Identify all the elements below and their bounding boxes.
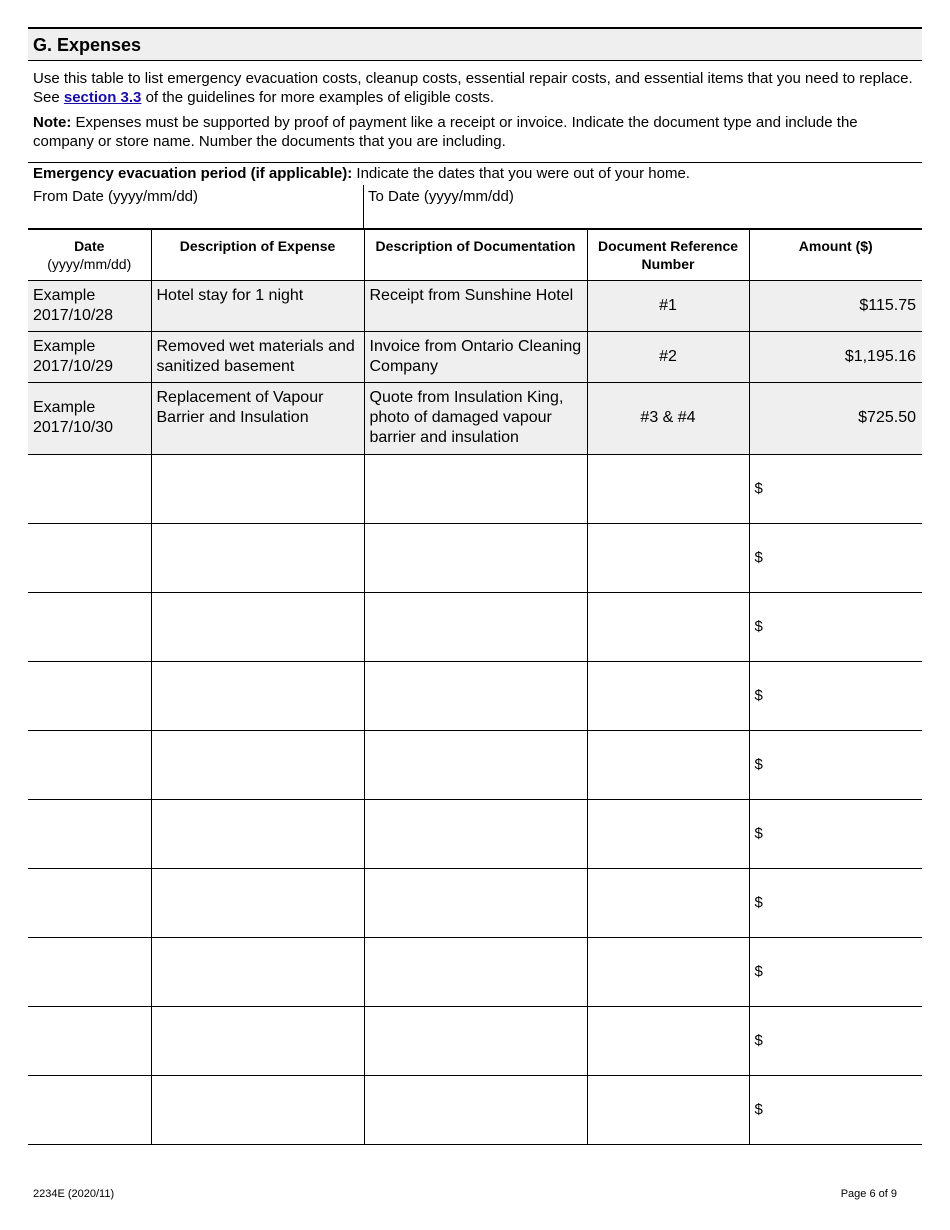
- instructions-paragraph: [33, 69, 913, 107]
- instructions: [33, 69, 913, 151]
- entry-date-input[interactable]: [28, 1076, 151, 1144]
- entry-amount-input[interactable]: [763, 869, 922, 937]
- entry-reference-cell: [587, 592, 749, 661]
- example-description-cell: Hotel stay for 1 night: [151, 280, 364, 331]
- entry-amount-wrapper: [755, 1076, 923, 1144]
- entry-reference-input[interactable]: [588, 455, 749, 523]
- date-format-hint: (yyyy/mm/dd): [47, 256, 132, 272]
- entry-documentation-input[interactable]: [365, 524, 587, 592]
- entry-date-input[interactable]: [28, 869, 151, 937]
- currency-symbol: $: [754, 549, 763, 566]
- from-date-input[interactable]: [33, 207, 357, 229]
- entry-amount-cell: [749, 523, 922, 592]
- entry-reference-cell: [587, 1006, 749, 1075]
- example-row: [28, 382, 922, 454]
- entry-date-input[interactable]: [28, 800, 151, 868]
- expense-entry-row: [28, 1006, 922, 1075]
- expense-entry-row: [28, 730, 922, 799]
- entry-date-cell: [28, 937, 151, 1006]
- entry-description-input[interactable]: [152, 731, 364, 799]
- evacuation-text: Indicate the dates that you were out of your home.: [352, 165, 690, 182]
- entry-amount-input[interactable]: [763, 524, 922, 592]
- example-reference-cell: #1: [587, 280, 749, 331]
- entry-date-input[interactable]: [28, 662, 151, 730]
- example-reference-cell: #2: [587, 331, 749, 382]
- entry-amount-cell: [749, 454, 922, 523]
- guidelines-section-link[interactable]: section 3.3: [63, 89, 142, 106]
- entry-description-input[interactable]: [152, 593, 364, 661]
- evacuation-label: Emergency evacuation period (if applicable):: [33, 165, 353, 182]
- entry-amount-wrapper: [755, 869, 923, 937]
- expense-entry-row: [28, 523, 922, 592]
- entry-documentation-input[interactable]: [365, 593, 587, 661]
- description-column-header: Description of Expense: [151, 229, 364, 280]
- table-header-row: [28, 229, 922, 280]
- expense-entry-row: [28, 799, 922, 868]
- example-row: [28, 280, 922, 331]
- entry-amount-input[interactable]: [763, 593, 922, 661]
- entry-date-input[interactable]: [28, 524, 151, 592]
- entry-amount-wrapper: [755, 662, 923, 730]
- currency-symbol: $: [754, 825, 763, 842]
- entry-documentation-input[interactable]: [365, 1076, 587, 1144]
- entry-description-cell: [151, 661, 364, 730]
- expense-entry-row: [28, 454, 922, 523]
- entry-amount-input[interactable]: [763, 662, 922, 730]
- section-title: G. Expenses: [33, 35, 142, 55]
- entry-documentation-input[interactable]: [365, 800, 587, 868]
- entry-documentation-cell: [364, 868, 587, 937]
- to-date-input[interactable]: [368, 207, 912, 229]
- expenses-table: [28, 228, 922, 1145]
- entry-date-cell: [28, 661, 151, 730]
- instructions-text-end: of the guidelines for more examples of eligible costs.: [141, 89, 495, 106]
- entry-documentation-input[interactable]: [365, 869, 587, 937]
- example-date-cell: [28, 382, 151, 454]
- example-label: Example: [33, 337, 96, 355]
- example-date: 2017/10/29: [33, 357, 114, 375]
- example-amount-cell: $115.75: [749, 280, 922, 331]
- entry-reference-cell: [587, 1075, 749, 1144]
- currency-symbol: $: [754, 756, 763, 773]
- entry-reference-input[interactable]: [588, 800, 749, 868]
- entry-amount-input[interactable]: [763, 731, 922, 799]
- reference-column-header: [587, 229, 749, 280]
- entry-amount-wrapper: [755, 731, 923, 799]
- entry-amount-cell: [749, 868, 922, 937]
- entry-amount-cell: [749, 661, 922, 730]
- entry-description-cell: [151, 1075, 364, 1144]
- expense-entry-row: [28, 937, 922, 1006]
- entry-amount-cell: [749, 730, 922, 799]
- entry-date-cell: [28, 454, 151, 523]
- expense-entry-row: [28, 592, 922, 661]
- instructions-text: Use this table to list emergency evacuation costs, cleanup costs, essential repair costs, and essential items that you need to replace. See: [33, 70, 913, 106]
- entry-amount-wrapper: [755, 800, 923, 868]
- entry-date-cell: [28, 1006, 151, 1075]
- entry-description-cell: [151, 799, 364, 868]
- entry-date-input[interactable]: [28, 731, 151, 799]
- entry-description-input[interactable]: [152, 455, 364, 523]
- note-paragraph: [33, 113, 913, 151]
- entry-documentation-input[interactable]: [365, 662, 587, 730]
- entry-date-input[interactable]: [28, 455, 151, 523]
- example-date-cell: [28, 280, 151, 331]
- entry-description-input[interactable]: [152, 1076, 364, 1144]
- entry-date-cell: [28, 730, 151, 799]
- currency-symbol: $: [754, 618, 763, 635]
- entry-description-input[interactable]: [152, 800, 364, 868]
- expense-entry-row: [28, 868, 922, 937]
- entry-description-input[interactable]: [152, 1007, 364, 1075]
- example-date: 2017/10/30: [33, 419, 114, 436]
- entry-reference-cell: [587, 454, 749, 523]
- entry-description-input[interactable]: [152, 938, 364, 1006]
- entry-reference-cell: [587, 730, 749, 799]
- entry-reference-cell: [587, 868, 749, 937]
- expense-entry-row: [28, 1075, 922, 1144]
- entry-reference-input[interactable]: [588, 1007, 749, 1075]
- entry-amount-cell: [749, 592, 922, 661]
- entry-reference-cell: [587, 523, 749, 592]
- entry-description-cell: [151, 523, 364, 592]
- evacuation-period: [28, 162, 922, 229]
- example-reference-cell: #3 & #4: [587, 382, 749, 454]
- entry-description-input[interactable]: [152, 662, 364, 730]
- entry-reference-input[interactable]: [588, 869, 749, 937]
- documentation-header-label: Description of Documentation: [375, 238, 576, 254]
- entry-documentation-cell: [364, 1006, 587, 1075]
- entry-documentation-input[interactable]: [365, 455, 587, 523]
- entry-documentation-cell: [364, 523, 587, 592]
- entry-amount-wrapper: [755, 524, 923, 592]
- entry-reference-input[interactable]: [588, 593, 749, 661]
- note-text: Expenses must be supported by proof of payment like a receipt or invoice. Indicate the document type and include the company or store name. Number the documents that you are including.: [33, 114, 858, 150]
- entry-amount-wrapper: [755, 455, 923, 523]
- entry-amount-cell: [749, 1075, 922, 1144]
- entry-amount-cell: [749, 1006, 922, 1075]
- page-number: Page 6 of 9: [840, 1188, 897, 1200]
- expense-entry-row: [28, 661, 922, 730]
- entry-documentation-cell: [364, 730, 587, 799]
- example-row: [28, 331, 922, 382]
- entry-description-cell: [151, 730, 364, 799]
- entry-date-input[interactable]: [28, 1007, 151, 1075]
- entry-date-cell: [28, 1075, 151, 1144]
- example-documentation-cell: Invoice from Ontario Cleaning Company: [364, 331, 587, 382]
- entry-reference-input[interactable]: [588, 662, 749, 730]
- entry-date-cell: [28, 799, 151, 868]
- currency-symbol: $: [754, 687, 763, 704]
- entry-amount-wrapper: [755, 593, 923, 661]
- entry-documentation-cell: [364, 592, 587, 661]
- currency-symbol: $: [754, 480, 763, 497]
- entry-amount-input[interactable]: [763, 455, 922, 523]
- entry-amount-input[interactable]: [763, 938, 922, 1006]
- entry-documentation-cell: [364, 937, 587, 1006]
- entry-description-cell: [151, 937, 364, 1006]
- entry-amount-wrapper: [755, 938, 923, 1006]
- entry-reference-input[interactable]: [588, 938, 749, 1006]
- documentation-column-header: [364, 229, 587, 280]
- entry-documentation-input[interactable]: [365, 938, 587, 1006]
- example-amount-cell: $1,195.16: [749, 331, 922, 382]
- to-date-label: To Date (yyyy/mm/dd): [368, 188, 514, 205]
- entry-description-cell: [151, 592, 364, 661]
- currency-symbol: $: [754, 894, 763, 911]
- entry-documentation-cell: [364, 799, 587, 868]
- entry-description-cell: [151, 454, 364, 523]
- section-header: [28, 27, 922, 61]
- entry-description-cell: [151, 1006, 364, 1075]
- entry-date-input[interactable]: [28, 938, 151, 1006]
- currency-symbol: $: [754, 1032, 763, 1049]
- reference-header-label: Document Reference Number: [597, 238, 739, 272]
- entry-amount-input[interactable]: [763, 1007, 922, 1075]
- entry-amount-input[interactable]: [763, 1076, 922, 1144]
- evacuation-divider: [363, 185, 364, 230]
- evacuation-heading: [33, 165, 690, 182]
- example-description-cell: Removed wet materials and sanitized basement: [151, 331, 364, 382]
- entry-reference-cell: [587, 799, 749, 868]
- example-description-cell: Replacement of Vapour Barrier and Insulation: [151, 382, 364, 454]
- example-date-cell: [28, 331, 151, 382]
- entry-amount-input[interactable]: [763, 800, 922, 868]
- entry-amount-cell: [749, 799, 922, 868]
- example-documentation-cell: Quote from Insulation King, photo of damaged vapour barrier and insulation: [364, 382, 587, 454]
- date-column-header: [28, 229, 151, 280]
- entry-date-input[interactable]: [28, 593, 151, 661]
- entry-reference-input[interactable]: [588, 1076, 749, 1144]
- example-label: Example: [33, 399, 96, 416]
- entry-reference-cell: [587, 937, 749, 1006]
- entry-reference-cell: [587, 661, 749, 730]
- example-documentation-cell: Receipt from Sunshine Hotel: [364, 280, 587, 331]
- amount-column-header: Amount ($): [749, 229, 922, 280]
- entry-amount-cell: [749, 937, 922, 1006]
- entry-amount-wrapper: [755, 1007, 923, 1075]
- form-number: 2234E (2020/11): [33, 1188, 115, 1200]
- entry-documentation-input[interactable]: [365, 731, 587, 799]
- entry-reference-input[interactable]: [588, 524, 749, 592]
- entry-date-cell: [28, 592, 151, 661]
- entry-description-input[interactable]: [152, 524, 364, 592]
- entry-documentation-cell: [364, 454, 587, 523]
- note-label: Note:: [33, 114, 72, 131]
- entry-documentation-cell: [364, 1075, 587, 1144]
- currency-symbol: $: [754, 1101, 763, 1118]
- from-date-label: From Date (yyyy/mm/dd): [33, 188, 199, 205]
- entry-description-cell: [151, 868, 364, 937]
- entry-date-cell: [28, 523, 151, 592]
- example-amount-cell: $725.50: [749, 382, 922, 454]
- entry-documentation-cell: [364, 661, 587, 730]
- entry-description-input[interactable]: [152, 869, 364, 937]
- entry-date-cell: [28, 868, 151, 937]
- date-header-label: Date: [74, 238, 105, 254]
- example-label: Example: [33, 286, 96, 304]
- entry-reference-input[interactable]: [588, 731, 749, 799]
- example-date: 2017/10/28: [33, 306, 114, 324]
- entry-documentation-input[interactable]: [365, 1007, 587, 1075]
- currency-symbol: $: [754, 963, 763, 980]
